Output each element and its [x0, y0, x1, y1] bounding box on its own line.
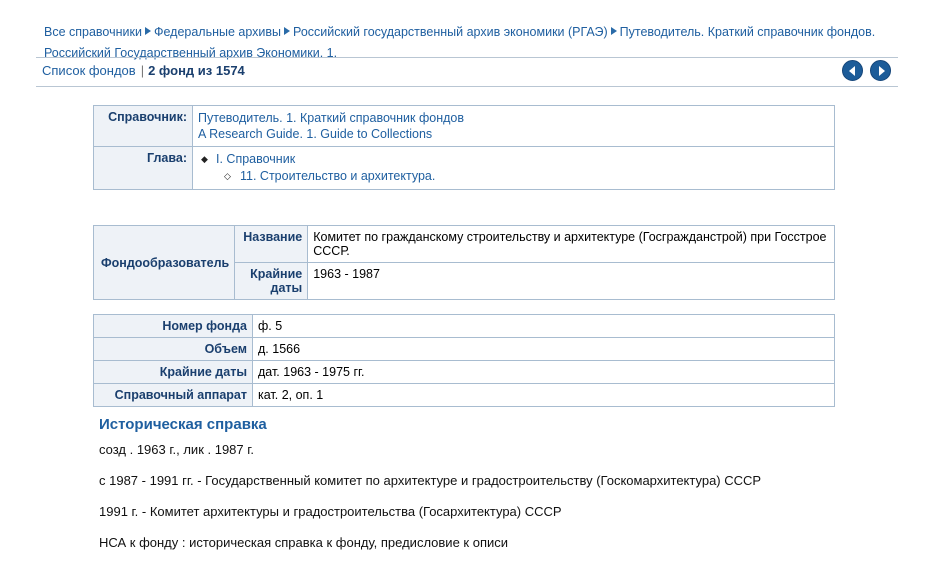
table-row — [94, 315, 835, 338]
historical-note-paragraph: НСА к фонду : историческая справка к фонду, предисловие к описи — [99, 535, 509, 550]
fond-value-number: ф. 5 — [253, 315, 835, 338]
guide-row-reference — [94, 106, 835, 147]
fond-label-volume: Объем — [94, 338, 253, 361]
guide-table — [93, 105, 835, 190]
table-row — [94, 361, 835, 384]
chapter-item-level2[interactable]: ◇ 11. Строительство и архитектура. — [198, 168, 829, 185]
fond-label-number: Номер фонда — [94, 315, 253, 338]
historical-note-paragraph: 1991 г. - Комитет архитектуры и градостроительства (Госархитектура) СССР — [99, 504, 562, 519]
fond-details-table — [93, 314, 835, 407]
guide-label-chapter: Глава: — [94, 147, 193, 190]
breadcrumb-item-all-guides[interactable]: Все справочники — [44, 25, 142, 39]
chevron-left-icon — [849, 66, 855, 76]
fond-value-finding-aids: кат. 2, оп. 1 — [253, 384, 835, 407]
breadcrumb-item-guide[interactable]: Путеводитель. Краткий справочник фондов. Российский Государственный архив Экономики. 1. — [44, 25, 876, 60]
fond-creator-table — [93, 225, 835, 300]
chapter-list — [198, 151, 829, 185]
table-row — [94, 338, 835, 361]
breadcrumb-separator-icon — [281, 23, 293, 43]
creator-row-name — [94, 226, 835, 263]
guide-title-en[interactable]: A Research Guide. 1. Guide to Collections — [198, 127, 433, 141]
fond-list-link[interactable]: Список фондов — [42, 63, 136, 78]
fond-label-dates: Крайние даты — [94, 361, 253, 384]
fond-label-finding-aids: Справочный аппарат — [94, 384, 253, 407]
creator-dates-label: Крайние даты — [235, 263, 308, 300]
fond-value-volume: д. 1566 — [253, 338, 835, 361]
next-record-button[interactable] — [870, 60, 891, 81]
fond-list-header — [42, 63, 245, 78]
breadcrumb-item-rgae[interactable]: Российский государственный архив экономики (РГАЭ) — [293, 25, 608, 39]
divider-top — [36, 57, 898, 58]
fond-value-dates: дат. 1963 - 1975 гг. — [253, 361, 835, 384]
guide-value-chapter — [193, 147, 835, 190]
historical-note-paragraph: с 1987 - 1991 гг. - Государственный комитет по архитектуре и градостроительству (Госкомархитектура) СССР — [99, 473, 762, 488]
breadcrumb-item-federal-archives[interactable]: Федеральные архивы — [153, 25, 282, 39]
guide-title-ru[interactable]: Путеводитель. 1. Краткий справочник фондов — [198, 111, 465, 125]
guide-label-reference: Справочник: — [94, 106, 193, 147]
guide-row-chapter — [94, 147, 835, 190]
record-navigation — [842, 60, 891, 81]
breadcrumb-separator-icon — [608, 23, 620, 43]
chevron-right-icon — [879, 66, 885, 76]
fond-counter: 2 фонд из 1574 — [148, 63, 245, 78]
divider-second — [36, 86, 898, 87]
historical-note-title: Историческая справка — [99, 416, 267, 433]
subheader-divider: | — [140, 63, 145, 78]
guide-value-reference — [193, 106, 835, 147]
historical-note-body — [99, 442, 899, 566]
historical-note-paragraph: созд . 1963 г., лик . 1987 г. — [99, 442, 255, 457]
creator-label: Фондообразователь — [94, 226, 235, 300]
table-row — [94, 384, 835, 407]
breadcrumb-separator-icon — [142, 23, 154, 43]
chapter-item-level1[interactable]: ◆ I. Справочник — [198, 151, 829, 168]
creator-dates-value: 1963 - 1987 — [308, 263, 835, 300]
creator-name-label: Название — [235, 226, 308, 263]
creator-name-value: Комитет по гражданскому строительству и архитектуре (Госгражданстрой) при Госстрое СССР. — [308, 226, 835, 263]
prev-record-button[interactable] — [842, 60, 863, 81]
